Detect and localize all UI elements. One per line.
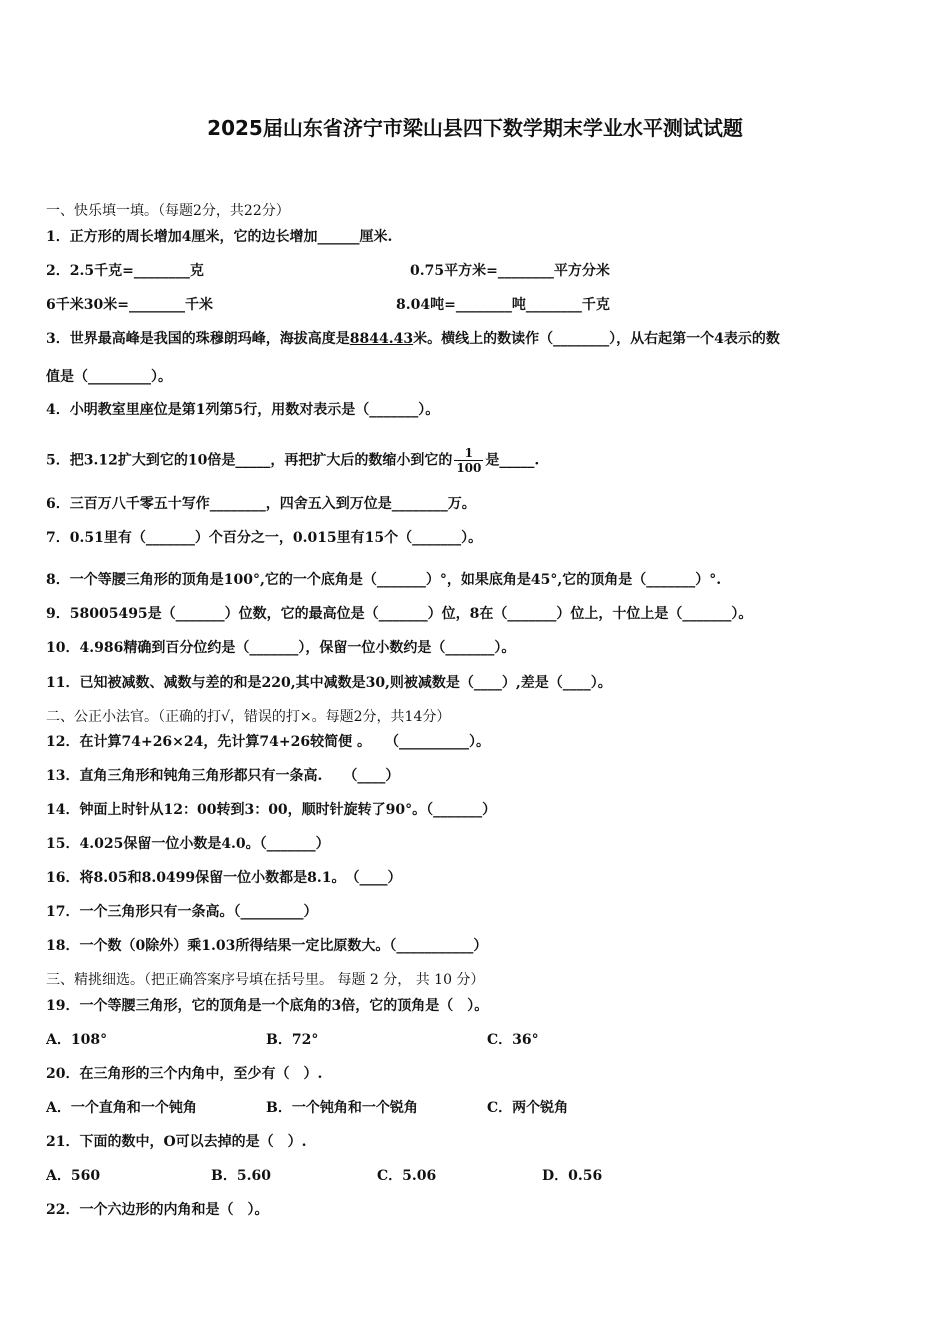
- question-2d: 8.04吨=________吨________千克: [396, 297, 610, 313]
- question-19: 19．一个等腰三角形，它的顶角是一个底角的3倍，它的顶角是（ ）。: [46, 998, 489, 1014]
- question-19-option-a: A．108°: [46, 1032, 108, 1048]
- question-13: 13．直角三角形和钝角三角形都只有一条高. （____）: [46, 768, 400, 784]
- question-20-option-c: C．两个锐角: [487, 1100, 569, 1116]
- question-21-option-d: D．0.56: [542, 1168, 603, 1184]
- question-19-option-c: C．36°: [487, 1032, 539, 1048]
- question-21-option-c: C．5.06: [377, 1168, 437, 1184]
- question-14: 14．钟面上时针从12：00转到3：00，顺时针旋转了90°。（_______）: [46, 802, 497, 818]
- question-9: 9．58005495是（_______）位数，它的最高位是（_______）位，8在（_______）位上，十位上是（_______）。: [46, 606, 753, 622]
- fraction-numerator: 1: [454, 446, 483, 461]
- page-title: 2025届山东省济宁市梁山县四下数学期末学业水平测试试题: [207, 116, 743, 140]
- question-3-number: 8844.43: [349, 331, 414, 347]
- section-2-heading: 二、公正小法官。（正确的打√，错误的打×。每题2分，共14分）: [46, 709, 451, 725]
- question-10: 10．4.986精确到百分位约是（_______），保留一位小数约是（_______）。: [46, 640, 516, 656]
- question-3-prefix: 3．世界最高峰是我国的珠穆朗玛峰，海拔高度是: [46, 331, 350, 347]
- fraction-denominator: 100: [456, 461, 482, 475]
- question-22: 22．一个六边形的内角和是（ ）。: [46, 1202, 269, 1218]
- question-20-option-b: B．一个钝角和一个锐角: [266, 1100, 418, 1116]
- question-3: [46, 329, 780, 349]
- question-5-suffix: 是_____.: [485, 452, 540, 469]
- question-4: 4．小明教室里座位是第1列第5行，用数对表示是（_______）。: [46, 402, 440, 418]
- question-2c: 6千米30米=________千米: [46, 297, 213, 313]
- question-18: 18．一个数（0除外）乘1.03所得结果一定比原数大。（___________）: [46, 938, 488, 954]
- question-17: 17．一个三角形只有一条高。（_________）: [46, 904, 318, 920]
- question-3-continued: 值是（_________）。: [46, 369, 172, 385]
- question-5-prefix: 5．把3.12扩大到它的10倍是_____，再把扩大后的数缩小到它的: [46, 452, 453, 469]
- question-20: 20．在三角形的三个内角中，至少有（ ）.: [46, 1066, 323, 1082]
- question-11: 11．已知被减数、减数与差的和是220,其中减数是30,则被减数是（____）,差是（____）。: [46, 675, 612, 691]
- question-6: 6．三百万八千零五十写作________，四舍五入到万位是________万。: [46, 496, 476, 512]
- question-8: 8．一个等腰三角形的顶角是100°,它的一个底角是（_______）°，如果底角是45°,它的顶角是（_______）°.: [46, 572, 722, 588]
- question-16: 16．将8.05和8.0499保留一位小数都是8.1。 （____）: [46, 870, 402, 886]
- question-1: 1．正方形的周长增加4厘米，它的边长增加______厘米.: [46, 229, 393, 245]
- question-5: [46, 446, 539, 475]
- section-1-heading: 一、快乐填一填。（每题2分，共22分）: [46, 203, 290, 219]
- question-12: 12．在计算74+26×24，先计算74+26较简便 。 （__________）。: [46, 734, 490, 750]
- question-2a: 2．2.5千克=________克: [46, 263, 204, 279]
- question-19-option-b: B．72°: [266, 1032, 319, 1048]
- question-7: 7．0.51里有（_______）个百分之一，0.015里有15个（_______）。: [46, 530, 483, 546]
- question-21: 21．下面的数中，O可以去掉的是（ ）.: [46, 1134, 307, 1150]
- question-3-suffix: 米。横线上的数读作（________），从右起第一个4表示的数: [413, 331, 780, 347]
- question-2b: 0.75平方米=________平方分米: [410, 263, 610, 279]
- fraction: [454, 446, 483, 475]
- question-20-option-a: A．一个直角和一个钝角: [46, 1100, 197, 1116]
- question-21-option-a: A．560: [46, 1168, 101, 1184]
- section-3-heading: 三、精挑细选。（把正确答案序号填在括号里。 每题 2 分， 共 10 分）: [46, 972, 485, 988]
- question-15: 15．4.025保留一位小数是4.0。（_______）: [46, 836, 330, 852]
- question-21-option-b: B．5.60: [211, 1168, 271, 1184]
